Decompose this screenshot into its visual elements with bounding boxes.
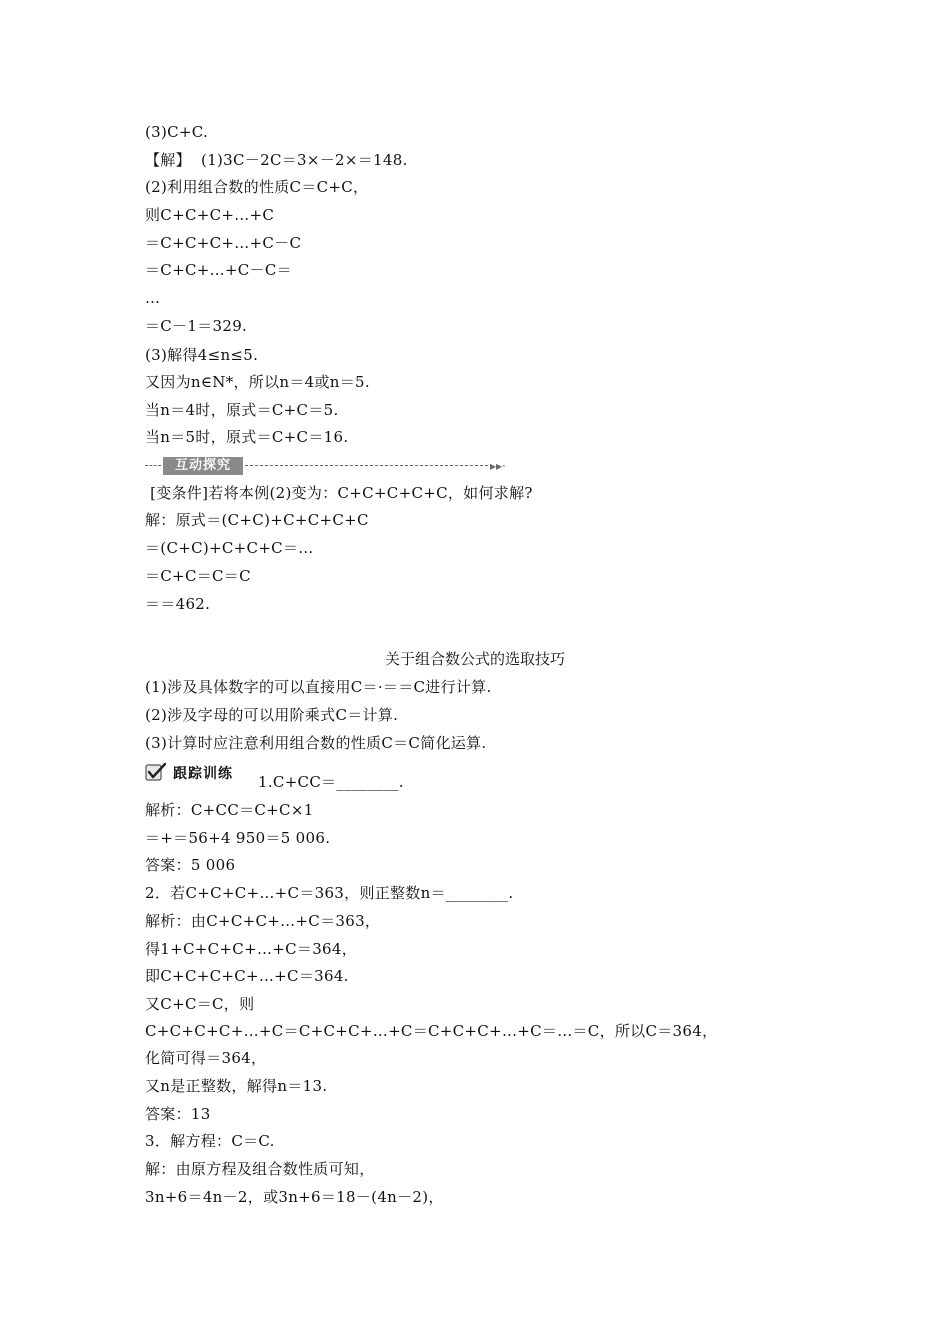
text-line: 3n+6＝4n－2，或3n+6＝18－(4n－2)，	[145, 1188, 444, 1206]
text-line: 解：原式＝(C+C)+C+C+C+C	[145, 511, 369, 529]
text-line: ＝C+C＝C＝C	[145, 567, 251, 585]
text-line: 即C+C+C+C+…+C＝364.	[145, 967, 349, 985]
text-line: ＝C+C+C+…+C－C	[145, 234, 302, 252]
text-line: [变条件]若将本例(2)变为：C+C+C+C+C，如何求解?	[145, 484, 533, 502]
text-line: 答案：5 006	[145, 856, 236, 874]
text-line: 【解】 (1)3C－2C＝3×－2×＝148.	[145, 151, 408, 169]
text-line: 又因为n∈N*，所以n＝4或n＝5.	[145, 373, 370, 391]
text-line: 又C+C＝C，则	[145, 995, 255, 1013]
text-line: 2．若C+C+C+…+C＝363，则正整数n＝________.	[145, 884, 514, 902]
text-line: 得1+C+C+C+…+C＝364，	[145, 940, 358, 958]
text-line: 3．解方程：C＝C.	[145, 1132, 275, 1150]
text-line: 当n＝4时，原式＝C+C＝5.	[145, 401, 339, 419]
text-line: 当n＝5时，原式＝C+C＝16.	[145, 428, 349, 446]
banner-label: 互动探究	[163, 457, 243, 475]
text-line: (2)利用组合数的性质C＝C+C，	[145, 178, 369, 196]
section-banner	[145, 457, 525, 475]
tip-line: (1)涉及具体数字的可以直接用C＝·＝＝C进行计算.	[145, 678, 492, 696]
track-label: 跟踪训练	[173, 766, 233, 782]
text-line: 解：由原方程及组合数性质可知，	[145, 1160, 375, 1178]
text-line: (3)C+C.	[145, 123, 209, 141]
question-1: 1.C+CC＝________.	[258, 773, 404, 791]
checkmark-icon	[145, 762, 167, 782]
text-line: ＝C+C+…+C－C＝	[145, 261, 292, 279]
text-line: 又n是正整数，解得n＝13.	[145, 1077, 328, 1095]
arrow-icon: ▸▸·	[490, 459, 506, 473]
text-line: 解析：由C+C+C+…+C＝363，	[145, 912, 381, 930]
text-line: C+C+C+C+…+C＝C+C+C+…+C＝C+C+C+…+C＝…＝C，所以C＝364，	[145, 1022, 718, 1040]
text-line: ＝(C+C)+C+C+C＝…	[145, 539, 314, 557]
text-line: ＝+＝56+4 950＝5 006.	[145, 829, 331, 847]
text-line: 答案：13	[145, 1105, 211, 1123]
text-line: ＝C－1＝329.	[145, 317, 248, 335]
tips-title: 关于组合数公式的选取技巧	[384, 650, 565, 668]
text-line: 则C+C+C+…+C	[145, 206, 275, 224]
text-line: (3)解得4≤n≤5.	[145, 346, 259, 364]
tip-line: (2)涉及字母的可以用阶乘式C＝计算.	[145, 706, 399, 724]
text-line: 化简可得＝364，	[145, 1049, 267, 1067]
tip-line: (3)计算时应注意利用组合数的性质C＝C简化运算.	[145, 734, 487, 752]
text-line: …	[145, 289, 161, 307]
divider-dash	[245, 465, 488, 466]
text-line: ＝＝462.	[145, 595, 211, 613]
divider-dash	[145, 465, 161, 466]
text-line: 解析：C+CC＝C+C×1	[145, 801, 314, 819]
